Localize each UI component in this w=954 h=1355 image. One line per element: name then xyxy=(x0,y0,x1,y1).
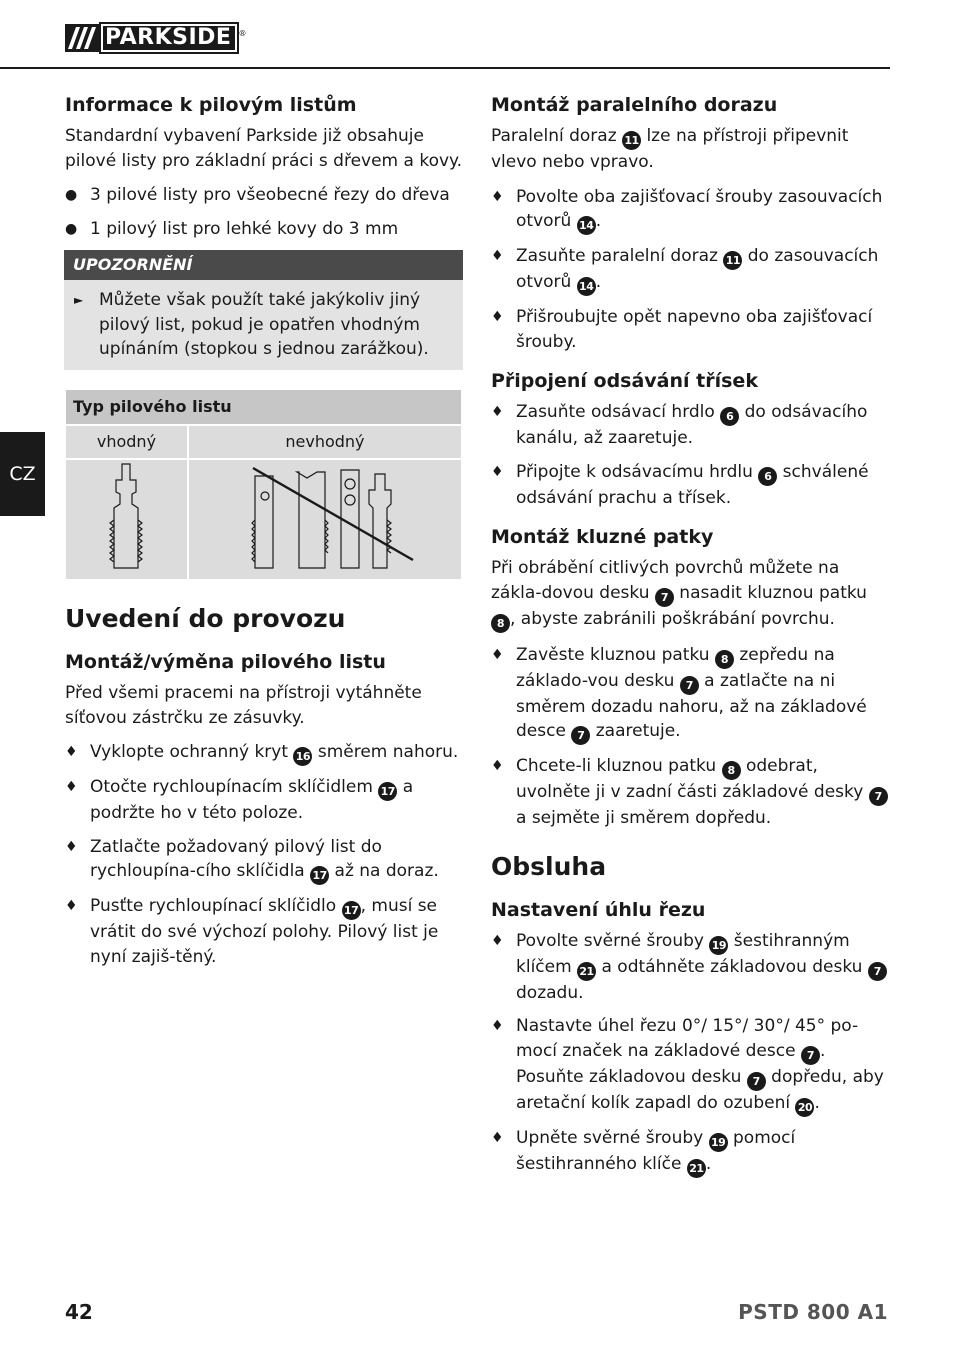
notice-text: Můžete však použít také jakýkoliv jiný pilový list, pokud je opatřen vhodným upínáním (stopkou s jednou zarážkou). xyxy=(99,290,429,359)
parkside-logo xyxy=(65,24,247,52)
header-rule xyxy=(0,67,890,69)
diamond-icon: ♦ xyxy=(491,932,504,949)
part-number-badge: 21 xyxy=(687,1159,706,1178)
right-column xyxy=(491,92,891,1187)
part-number-badge: 11 xyxy=(622,131,641,150)
unsuitable-blade-drawing xyxy=(189,460,461,580)
left-column xyxy=(65,92,465,978)
logo-registered: ® xyxy=(238,29,247,38)
part-number-badge: 14 xyxy=(577,216,596,235)
part-number-badge: 21 xyxy=(577,962,596,981)
bullet-icon: ● xyxy=(65,187,78,203)
part-number-badge: 6 xyxy=(720,407,739,426)
suitable-blade-icon xyxy=(86,460,166,572)
model-name: PSTD 800 A1 xyxy=(738,1300,888,1324)
part-number-badge: 6 xyxy=(758,467,777,486)
diamond-icon: ♦ xyxy=(65,744,78,760)
table-header-unsuitable: nevhodný xyxy=(189,426,461,458)
part-number-badge: 7 xyxy=(571,726,590,745)
arrow-icon: ► xyxy=(74,293,84,307)
list-item: ♦ Povolte svěrné šrouby 19 šestihranným klíčem 21 a odtáhněte základovou desku 7 dozadu. xyxy=(491,929,891,1006)
blade-change-intro: Před všemi pracemi na přístroji vytáhněte síťovou zástrčku ze zásuvky. xyxy=(65,683,422,728)
part-number-badge: 11 xyxy=(723,251,742,270)
commissioning-heading: Uvedení do provozu xyxy=(65,604,346,633)
slide-intro: Při obrábění citlivých povrchů můžete na zákla-dovou desku 7 nasadit kluznou patku 8 , abyste zabránili poškrábání povrchu. xyxy=(491,556,891,633)
diamond-icon: ♦ xyxy=(491,646,504,663)
fence-heading: Montáž paralelního dorazu xyxy=(491,94,778,116)
part-number-badge: 7 xyxy=(869,787,888,806)
list-item: ♦ Otočte rychloupínacím sklíčidlem 17 a podržte ho v této poloze. xyxy=(65,777,414,823)
logo-slash-icon xyxy=(65,24,99,52)
notice-box xyxy=(64,250,463,370)
diamond-icon: ♦ xyxy=(491,309,504,325)
list-item-text: 1 pilový list pro lehké kovy do 3 mm xyxy=(90,218,399,239)
diamond-icon: ♦ xyxy=(491,404,504,420)
diamond-icon: ♦ xyxy=(65,838,78,855)
dust-heading: Připojení odsávání třísek xyxy=(491,370,758,392)
list-item: ♦ Vyklopte ochranný kryt 16 směrem nahoru. xyxy=(65,740,465,766)
list-item: ♦ Připojte k odsávacímu hrdlu 6 schválené odsávání prachu a třísek. xyxy=(491,461,869,508)
list-item: ♦ Chcete-li kluznou patku 8 odebrat, uvolněte ji v zadní části základové desky 7 a sejměte ji směrem dopředu. xyxy=(491,754,891,831)
list-item: ♦ Přišroubujte opět napevno oba zajišťovací šrouby. xyxy=(491,307,873,352)
part-number-badge: 17 xyxy=(342,901,361,920)
notice-title: UPOZORNĚNÍ xyxy=(64,250,463,280)
operation-heading: Obsluha xyxy=(491,851,607,881)
part-number-badge: 19 xyxy=(709,1133,728,1152)
part-number-badge: 20 xyxy=(795,1098,814,1117)
diamond-icon: ♦ xyxy=(65,779,78,795)
part-number-badge: 8 xyxy=(715,650,734,669)
part-number-badge: 19 xyxy=(709,936,728,955)
diamond-icon: ♦ xyxy=(65,898,78,914)
diamond-icon: ♦ xyxy=(491,188,504,205)
list-item: ♦ Zasuňte odsávací hrdlo 6 do odsávacího kanálu, až zaaretuje. xyxy=(491,402,868,448)
part-number-badge: 8 xyxy=(722,761,741,780)
list-item: ♦ Povolte oba zajišťovací šrouby zasouvacích otvorů 14 . xyxy=(491,185,891,236)
diamond-icon: ♦ xyxy=(491,248,504,264)
part-number-badge: 7 xyxy=(868,962,887,981)
list-item xyxy=(65,183,465,208)
page-number: 42 xyxy=(65,1300,93,1324)
part-number-badge: 14 xyxy=(577,277,596,296)
part-number-badge: 7 xyxy=(747,1072,766,1091)
part-number-badge: 7 xyxy=(655,588,674,607)
list-item: ♦ Zavěste kluznou patku 8 zepředu na základo-vou desku 7 a zatlačte na ni směrem dozadu nahoru, až na základové desce 7 zaaretuje. xyxy=(491,643,891,746)
blade-change-heading: Montáž/výměna pilového listu xyxy=(65,651,386,673)
logo-text: PARKSIDE xyxy=(99,22,239,54)
list-item: ♦ Pusťte rychloupínací sklíčidlo 17 , musí se vrátit do své výchozí polohy. Pilový list je nyní zajiš-těný. xyxy=(65,896,439,967)
part-number-badge: 7 xyxy=(801,1046,820,1065)
saw-info-heading: Informace k pilovým listům xyxy=(65,94,357,116)
angle-heading: Nastavení úhlu řezu xyxy=(491,898,706,921)
diamond-icon: ♦ xyxy=(491,1129,504,1146)
diamond-icon: ♦ xyxy=(491,1018,504,1034)
part-number-badge: 7 xyxy=(680,676,699,695)
diamond-icon: ♦ xyxy=(491,758,504,774)
table-header-suitable: vhodný xyxy=(66,426,187,458)
part-number-badge: 17 xyxy=(310,866,329,885)
saw-blade-table xyxy=(64,388,463,582)
fence-intro: Paralelní doraz 11 lze na přístroji připevnit vlevo nebo vpravo. xyxy=(491,126,849,172)
language-tab: CZ xyxy=(0,432,45,516)
list-item: ♦ Zasuňte paralelní doraz 11 do zasouvacích otvorů 14 . xyxy=(491,244,891,296)
table-title: Typ pilového listu xyxy=(66,390,461,424)
list-item: ♦ Nastavte úhel řezu 0°/ 15°/ 30°/ 45° po-mocí značek na základové desce 7 . Posuňte základovou desku 7 dopředu, aby aretační kolík zapadl do ozubení 20 . xyxy=(491,1014,891,1117)
list-item: ♦ Zatlačte požadovaný pilový list do rychloupína-cího sklíčidla 17 až na doraz. xyxy=(65,835,465,886)
part-number-badge: 8 xyxy=(491,614,510,633)
bullet-icon: ● xyxy=(65,220,78,237)
part-number-badge: 17 xyxy=(378,782,397,801)
list-item-text: 3 pilové listy pro všeobecné řezy do dřeva xyxy=(90,185,450,205)
unsuitable-blades-icon xyxy=(235,460,415,572)
list-item: ♦ Upněte svěrné šrouby 19 pomocí šestihranného klíče 21 . xyxy=(491,1126,891,1178)
slide-heading: Montáž kluzné patky xyxy=(491,526,714,548)
saw-info-intro: Standardní vybavení Parkside již obsahuje pilové listy pro základní práci s dřevem a kovy. xyxy=(65,126,463,171)
suitable-blade-drawing xyxy=(66,460,187,580)
part-number-badge: 16 xyxy=(293,747,312,766)
list-item xyxy=(65,217,465,242)
diamond-icon: ♦ xyxy=(491,463,504,480)
